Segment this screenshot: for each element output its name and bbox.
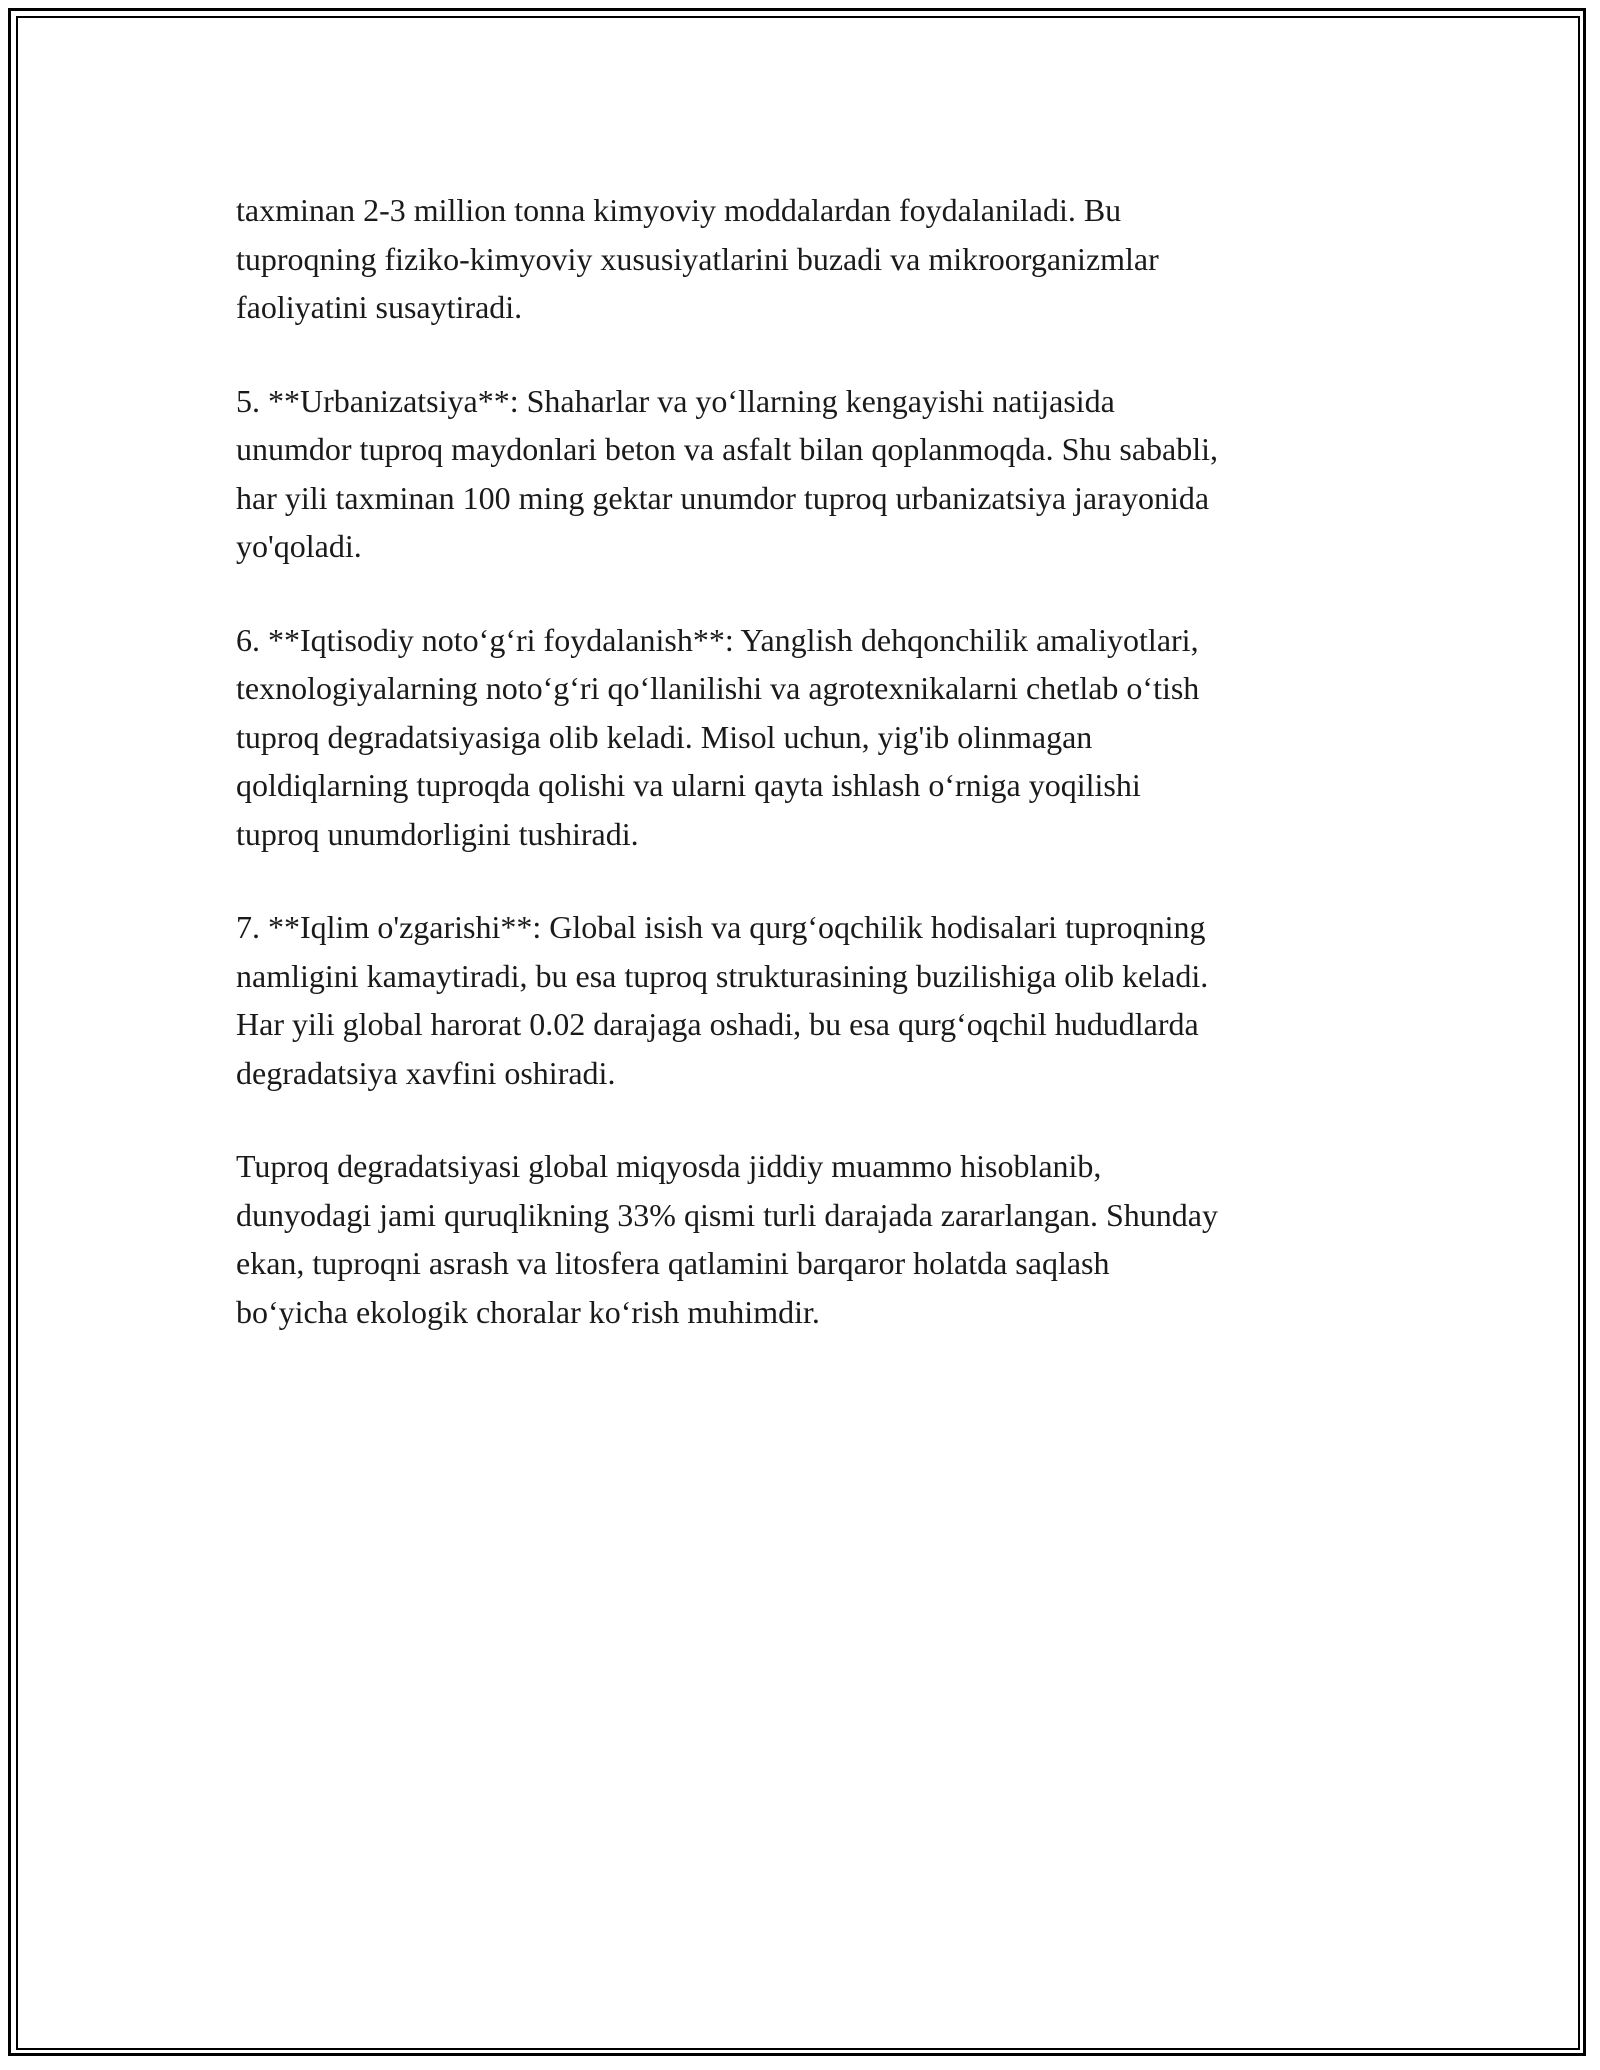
paragraph-urbanization: 5. **Urbanizatsiya**: Shaharlar va yo‘llarning kengayishi natijasida unumdor tuproq maydonlari beton va asfalt bilan qoplanmoqda. Shu sababli, har yili taxminan 100 ming gektar unumdor tuproq urbanizatsiya jarayonida yo'qoladi.: [236, 382, 1219, 564]
paragraph-climate-change: 7. **Iqlim o'zgarishi**: Global isish va qurg‘oqchilik hodisalari tuproqning namligini kamaytiradi, bu esa tuproq strukturasining buzilishiga olib keladi. Har yili global harorat 0.02 darajaga oshadi, bu esa qurg‘oqchil hududlarda degradatsiya xavfini oshiradi.: [236, 909, 1209, 1091]
document-body: [236, 186, 1366, 1381]
paragraph-conclusion: Tuproq degradatsiyasi global miqyosda jiddiy muammo hisoblanib, dunyodagi jami quruqlikning 33% qismi turli darajada zararlangan. Shunday ekan, tuproqni asrash va litosfera qatlamini barqaror holatda saqlash bo‘yicha ekologik choralar ko‘rish muhimdir.: [236, 1148, 1218, 1330]
paragraph-chemicals-continued: taxminan 2-3 million tonna kimyoviy moddalardan foydalaniladi. Bu tuproqning fiziko-kimyoviy xususiyatlarini buzadi va mikroorganizmlar faoliyatini susaytiradi.: [236, 192, 1159, 325]
paragraph-economic-misuse: 6. **Iqtisodiy noto‘g‘ri foydalanish**: Yanglish dehqonchilik amaliyotlari, texnologiyalarning noto‘g‘ri qo‘llanilishi va agrotexnikalarni chetlab o‘tish tuproq degradatsiyasiga olib keladi. Misol uchun, yig'ib olinmagan qoldiqlarning tuproqda qolishi va ularni qayta ishlash o‘rniga yoqilishi tuproq unumdorligini tushiradi.: [236, 621, 1200, 852]
